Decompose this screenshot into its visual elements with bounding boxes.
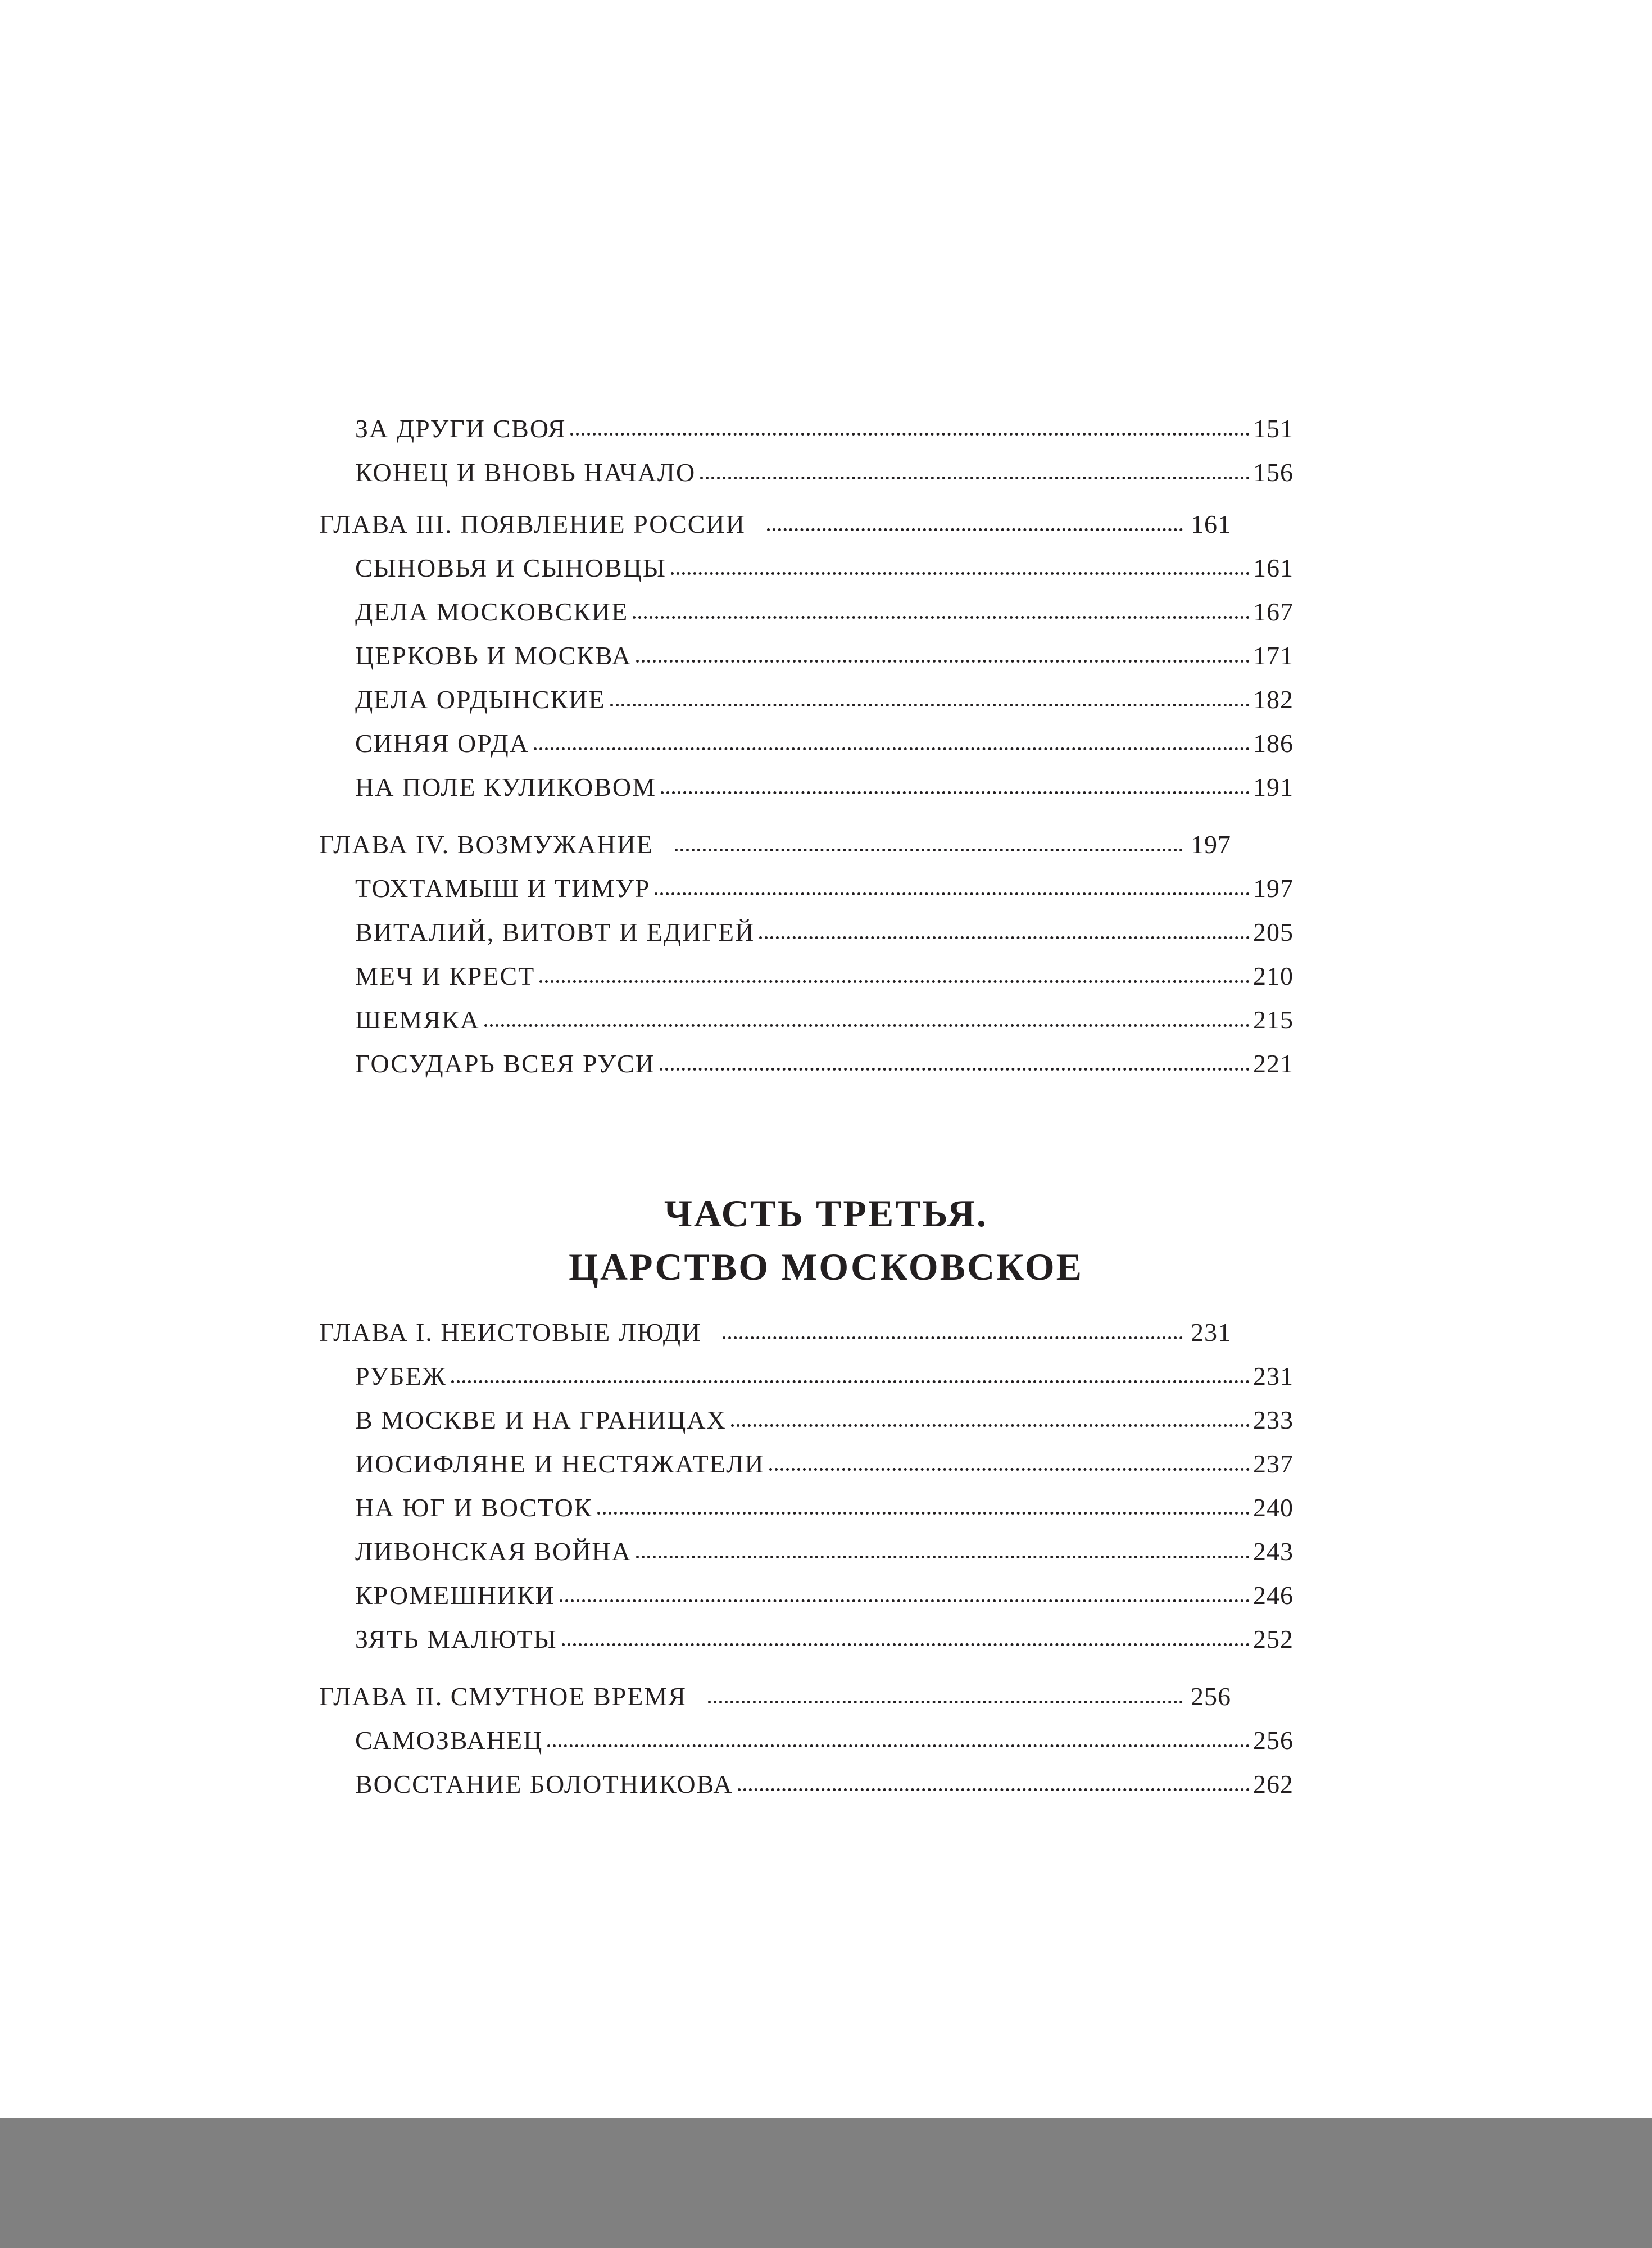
dot-leader — [661, 791, 1250, 794]
toc-page-number: 246 — [1253, 1581, 1294, 1610]
dot-leader — [610, 704, 1250, 706]
toc-entry-na-pole-kulikovom[interactable] — [355, 774, 1294, 800]
toc-page-number: 171 — [1253, 641, 1294, 670]
dot-leader — [636, 1556, 1250, 1558]
dot-leader — [660, 1068, 1250, 1071]
toc-entry-title: СИНЯЯ ОРДА — [355, 729, 529, 758]
dot-leader — [560, 1599, 1250, 1602]
toc-entry-iosiflyane-i-nestyazhateli[interactable] — [355, 1451, 1294, 1477]
toc-entry-title: ГОСУДАРЬ ВСЕЯ РУСИ — [355, 1049, 655, 1078]
toc-entry-mech-i-krest[interactable] — [355, 963, 1294, 989]
toc-entry-kromeshniki[interactable] — [355, 1583, 1294, 1608]
toc-entry-na-yug-i-vostok[interactable] — [355, 1495, 1294, 1521]
toc-entry-gosudar-vseya-rusi[interactable] — [355, 1051, 1294, 1077]
toc-entry-title: ЗЯТЬ МАЛЮТЫ — [355, 1625, 557, 1653]
toc-page-number: 240 — [1253, 1493, 1294, 1522]
part-heading-line-2: ЦАРСТВО МОСКОВСКОЕ — [569, 1245, 1083, 1288]
toc-page-number: 256 — [1191, 1682, 1231, 1711]
toc-chapter-4[interactable] — [319, 832, 1231, 858]
dot-leader — [731, 1424, 1250, 1427]
toc-entry-title: ИОСИФЛЯНЕ И НЕСТЯЖАТЕЛИ — [355, 1449, 765, 1478]
toc-entry-title: САМОЗВАНЕЦ — [355, 1726, 543, 1755]
dot-leader — [738, 1788, 1250, 1791]
toc-entry-konets-i-vnov-nachalo[interactable] — [355, 460, 1294, 486]
toc-page-number: 205 — [1253, 918, 1294, 946]
toc-page-number: 182 — [1253, 685, 1294, 714]
toc-page-number: 191 — [1253, 773, 1294, 801]
dot-leader — [534, 747, 1250, 750]
toc-page-number: 161 — [1191, 510, 1231, 538]
toc-entry-title: В МОСКВЕ И НА ГРАНИЦАХ — [355, 1406, 727, 1434]
dot-leader — [451, 1380, 1250, 1383]
toc-entry-dela-moskovskie[interactable] — [355, 599, 1294, 625]
toc-chapter-1[interactable] — [319, 1320, 1231, 1345]
part-heading — [0, 1187, 1652, 1294]
toc-entry-title: ВИТАЛИЙ, ВИТОВТ И ЕДИГЕЙ — [355, 918, 755, 946]
toc-entry-dela-ordynskie[interactable] — [355, 687, 1294, 713]
toc-chapter-2[interactable] — [319, 1684, 1231, 1710]
toc-chapter-3[interactable] — [319, 511, 1231, 537]
dot-leader — [655, 892, 1250, 895]
toc-entry-shemyaka[interactable] — [355, 1007, 1294, 1033]
toc-entry-title: СЫНОВЬЯ И СЫНОВЦЫ — [355, 554, 667, 582]
toc-entry-rubezh[interactable] — [355, 1363, 1294, 1389]
dot-leader — [484, 1024, 1250, 1027]
dot-leader — [636, 660, 1250, 663]
toc-entry-zyat-malyuty[interactable] — [355, 1626, 1294, 1652]
dot-leader — [633, 616, 1250, 619]
toc-chapter-title: ГЛАВА IV. ВОЗМУЖАНИЕ — [319, 830, 654, 859]
toc-entry-vitaliy-vitovt-i-edigey[interactable] — [355, 919, 1294, 945]
toc-page-number: 210 — [1253, 962, 1294, 990]
dot-leader — [700, 477, 1250, 479]
toc-page-number: 231 — [1191, 1318, 1231, 1347]
toc-entry-livonskaya-voyna[interactable] — [355, 1539, 1294, 1565]
dot-leader — [767, 528, 1183, 531]
toc-page-number: 151 — [1253, 414, 1294, 443]
toc-entry-title: НА ПОЛЕ КУЛИКОВОМ — [355, 773, 657, 801]
toc-entry-title: ЛИВОНСКАЯ ВОЙНА — [355, 1537, 632, 1566]
toc-entry-tserkov-i-moskva[interactable] — [355, 643, 1294, 669]
toc-entry-title: ШЕМЯКА — [355, 1005, 480, 1034]
toc-entry-tokhtamysh-i-timur[interactable] — [355, 876, 1294, 901]
footer-gray-band — [0, 2118, 1652, 2248]
toc-entry-title: МЕЧ И КРЕСТ — [355, 962, 535, 990]
toc-page-number: 252 — [1253, 1625, 1294, 1653]
toc-page-number: 167 — [1253, 597, 1294, 626]
dot-leader — [759, 936, 1250, 939]
toc-entry-title: ДЕЛА МОСКОВСКИЕ — [355, 597, 629, 626]
toc-page-number: 197 — [1253, 874, 1294, 903]
dot-leader — [547, 1744, 1250, 1747]
toc-page-number: 186 — [1253, 729, 1294, 758]
toc-chapter-title: ГЛАВА III. ПОЯВЛЕНИЕ РОССИИ — [319, 510, 746, 538]
toc-entry-za-drugi-svoya[interactable] — [355, 416, 1294, 442]
toc-page-number: 243 — [1253, 1537, 1294, 1566]
dot-leader — [723, 1336, 1183, 1339]
dot-leader — [671, 572, 1250, 575]
toc-entry-title: ЦЕРКОВЬ И МОСКВА — [355, 641, 632, 670]
toc-entry-v-moskve-i-na-granitsakh[interactable] — [355, 1407, 1294, 1433]
toc-page-number: 156 — [1253, 458, 1294, 487]
dot-leader — [675, 849, 1183, 851]
toc-page-number: 161 — [1253, 554, 1294, 582]
dot-leader — [539, 980, 1250, 983]
toc-entry-sinyaya-orda[interactable] — [355, 731, 1294, 756]
toc-page-number: 237 — [1253, 1449, 1294, 1478]
toc-page-number: 215 — [1253, 1005, 1294, 1034]
toc-entry-title: КРОМЕШНИКИ — [355, 1581, 555, 1610]
toc-chapter-title: ГЛАВА I. НЕИСТОВЫЕ ЛЮДИ — [319, 1318, 702, 1347]
toc-entry-title: ВОССТАНИЕ БОЛОТНИКОВА — [355, 1770, 733, 1798]
part-heading-line-1: ЧАСТЬ ТРЕТЬЯ. — [664, 1192, 988, 1235]
dot-leader — [769, 1468, 1250, 1471]
toc-page-number: 262 — [1253, 1770, 1294, 1798]
toc-entry-samozvanets[interactable] — [355, 1728, 1294, 1753]
toc-page-number: 233 — [1253, 1406, 1294, 1434]
toc-page-number: 231 — [1253, 1362, 1294, 1390]
toc-entry-title: НА ЮГ И ВОСТОК — [355, 1493, 593, 1522]
toc-entry-title: ЗА ДРУГИ СВОЯ — [355, 414, 566, 443]
toc-chapter-title: ГЛАВА II. СМУТНОЕ ВРЕМЯ — [319, 1682, 687, 1711]
toc-entry-vosstanie-bolotnikova[interactable] — [355, 1771, 1294, 1797]
dot-leader — [562, 1643, 1250, 1646]
toc-entry-title: КОНЕЦ И ВНОВЬ НАЧАЛО — [355, 458, 696, 487]
toc-entry-title: ДЕЛА ОРДЫНСКИЕ — [355, 685, 606, 714]
dot-leader — [570, 433, 1250, 436]
toc-page-number: 221 — [1253, 1049, 1294, 1078]
toc-entry-synovya-i-synovtsy[interactable] — [355, 555, 1294, 581]
dot-leader — [597, 1512, 1250, 1515]
dot-leader — [708, 1701, 1183, 1703]
toc-page-number: 256 — [1253, 1726, 1294, 1755]
toc-entry-title: РУБЕЖ — [355, 1362, 447, 1390]
toc-page-number: 197 — [1191, 830, 1231, 859]
toc-entry-title: ТОХТАМЫШ И ТИМУР — [355, 874, 651, 903]
